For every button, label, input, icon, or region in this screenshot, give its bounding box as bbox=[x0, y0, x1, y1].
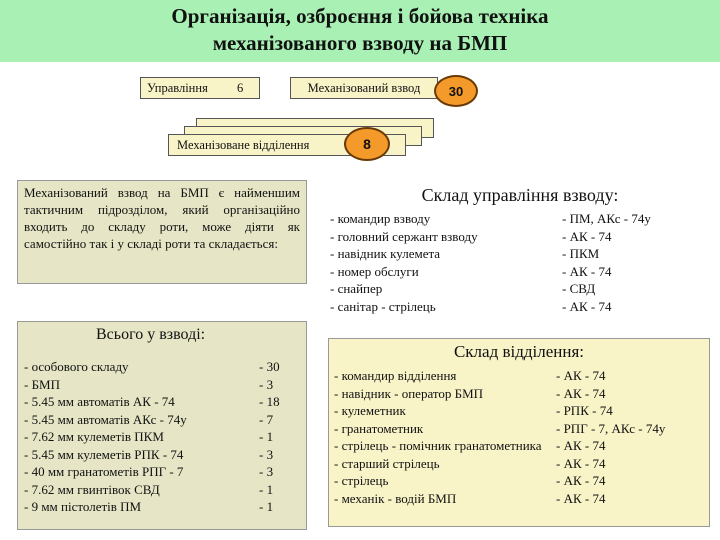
item-value: - АК - 74 bbox=[556, 490, 606, 506]
item-label: - головний сержант взводу bbox=[330, 228, 478, 244]
list-item bbox=[330, 211, 710, 229]
item-label: - командир відділення bbox=[334, 368, 457, 383]
platoon-label: Механізований взвод bbox=[307, 81, 421, 95]
list-item bbox=[334, 438, 704, 456]
list-item bbox=[330, 229, 710, 247]
list-item bbox=[334, 386, 704, 404]
definition-text: Механізований взвод на БМП є найменшим тактичним підрозділом, який організаційно входить до складу роти, може діяти як самостійно так і у складі роти та складається: bbox=[24, 185, 300, 251]
item-value: - РПК - 74 bbox=[556, 403, 613, 418]
title-banner bbox=[0, 0, 720, 62]
squad-heading: Склад відділення: bbox=[453, 342, 585, 361]
squad-count-badge: 8 bbox=[344, 127, 390, 161]
squad-panel bbox=[328, 338, 710, 527]
item-label: - 5.45 мм кулеметів РПК - 74 bbox=[24, 446, 184, 462]
item-value: - ПМ, АКс - 74у bbox=[562, 211, 651, 226]
item-label: - 7.62 мм гвинтівок СВД bbox=[24, 481, 160, 497]
management-label: Управління bbox=[147, 81, 208, 95]
list-item bbox=[24, 464, 300, 482]
item-value: - 7 bbox=[259, 411, 274, 427]
item-value: - АК - 74 bbox=[556, 473, 606, 488]
item-label: - 40 мм гранатометів РПГ - 7 bbox=[24, 464, 184, 479]
item-label: - 5.45 мм автоматів АК - 74 bbox=[24, 394, 175, 409]
item-value: - АК - 74 bbox=[562, 228, 612, 244]
item-label: - санітар - стрілець bbox=[330, 298, 436, 314]
item-value: - АК - 74 bbox=[556, 438, 606, 453]
list-item bbox=[334, 368, 704, 386]
management-heading: Склад управління взводу: bbox=[421, 185, 619, 205]
item-value: - АК - 74 bbox=[562, 263, 612, 279]
platoon-count-badge: 30 bbox=[434, 75, 478, 107]
item-value: - АК - 74 bbox=[556, 368, 606, 383]
item-value: - 30 bbox=[259, 359, 280, 374]
list-item bbox=[334, 473, 704, 491]
list-item bbox=[334, 403, 704, 421]
item-value: - РПГ - 7, АКс - 74у bbox=[556, 420, 666, 436]
item-value: - 1 bbox=[259, 429, 274, 444]
item-value: - АК - 74 bbox=[556, 385, 606, 401]
list-item bbox=[334, 491, 704, 509]
totals-list bbox=[24, 359, 300, 517]
item-label: - 7.62 мм кулеметів ПКМ bbox=[24, 429, 164, 444]
list-item bbox=[334, 421, 704, 439]
item-label: - гранатометник bbox=[334, 420, 424, 436]
item-value: - 1 bbox=[259, 481, 274, 497]
totals-heading: Всього у взводі: bbox=[96, 326, 206, 343]
item-value: - СВД bbox=[562, 281, 596, 296]
item-value: - ПКМ bbox=[562, 246, 600, 261]
totals-panel bbox=[17, 321, 307, 530]
item-label: - снайпер bbox=[330, 281, 383, 296]
item-label: - стрілець bbox=[334, 473, 389, 488]
list-item bbox=[334, 456, 704, 474]
item-label: - кулеметник bbox=[334, 403, 406, 418]
item-value: - АК - 74 bbox=[562, 298, 612, 314]
item-value: - 3 bbox=[259, 464, 274, 479]
list-item bbox=[24, 394, 300, 412]
item-label: - 9 мм пістолетів ПМ bbox=[24, 499, 142, 514]
list-item bbox=[24, 447, 300, 465]
management-box bbox=[140, 77, 260, 99]
list-item bbox=[24, 359, 300, 377]
item-label: - командир взводу bbox=[330, 211, 431, 226]
item-label: - особового складу bbox=[24, 359, 129, 374]
item-label: - навідник - оператор БМП bbox=[334, 385, 484, 401]
item-value: - 3 bbox=[259, 446, 274, 462]
item-label: - стрілець - помічник гранатометника bbox=[334, 438, 542, 453]
list-item bbox=[24, 377, 300, 395]
list-item bbox=[330, 281, 710, 299]
item-label: - старший стрілець bbox=[334, 455, 440, 471]
squad-list bbox=[334, 368, 704, 508]
list-item bbox=[330, 299, 710, 317]
title-line-2: механізованого взводу на БМП bbox=[212, 31, 508, 55]
item-label: - номер обслуги bbox=[330, 263, 419, 279]
list-item bbox=[24, 499, 300, 517]
platoon-box bbox=[290, 77, 438, 99]
list-item bbox=[24, 429, 300, 447]
list-item bbox=[24, 412, 300, 430]
list-item bbox=[24, 482, 300, 500]
management-count: 6 bbox=[237, 81, 244, 95]
definition-panel bbox=[17, 180, 307, 284]
management-section bbox=[330, 185, 710, 325]
list-item bbox=[330, 246, 710, 264]
item-value: - АК - 74 bbox=[556, 455, 606, 471]
item-label: - БМП bbox=[24, 376, 60, 392]
item-value: - 18 bbox=[259, 394, 280, 409]
item-value: - 1 bbox=[259, 499, 274, 514]
item-label: - 5.45 мм автоматів АКс - 74у bbox=[24, 411, 187, 427]
item-value: - 3 bbox=[259, 376, 274, 392]
squad-label: Механізоване відділення bbox=[177, 138, 310, 152]
title-line-1: Організація, озброєння і бойова техніка bbox=[171, 4, 549, 28]
management-list bbox=[330, 211, 710, 316]
list-item bbox=[330, 264, 710, 282]
item-label: - механік - водій БМП bbox=[334, 490, 457, 506]
item-label: - навідник кулемета bbox=[330, 246, 441, 261]
